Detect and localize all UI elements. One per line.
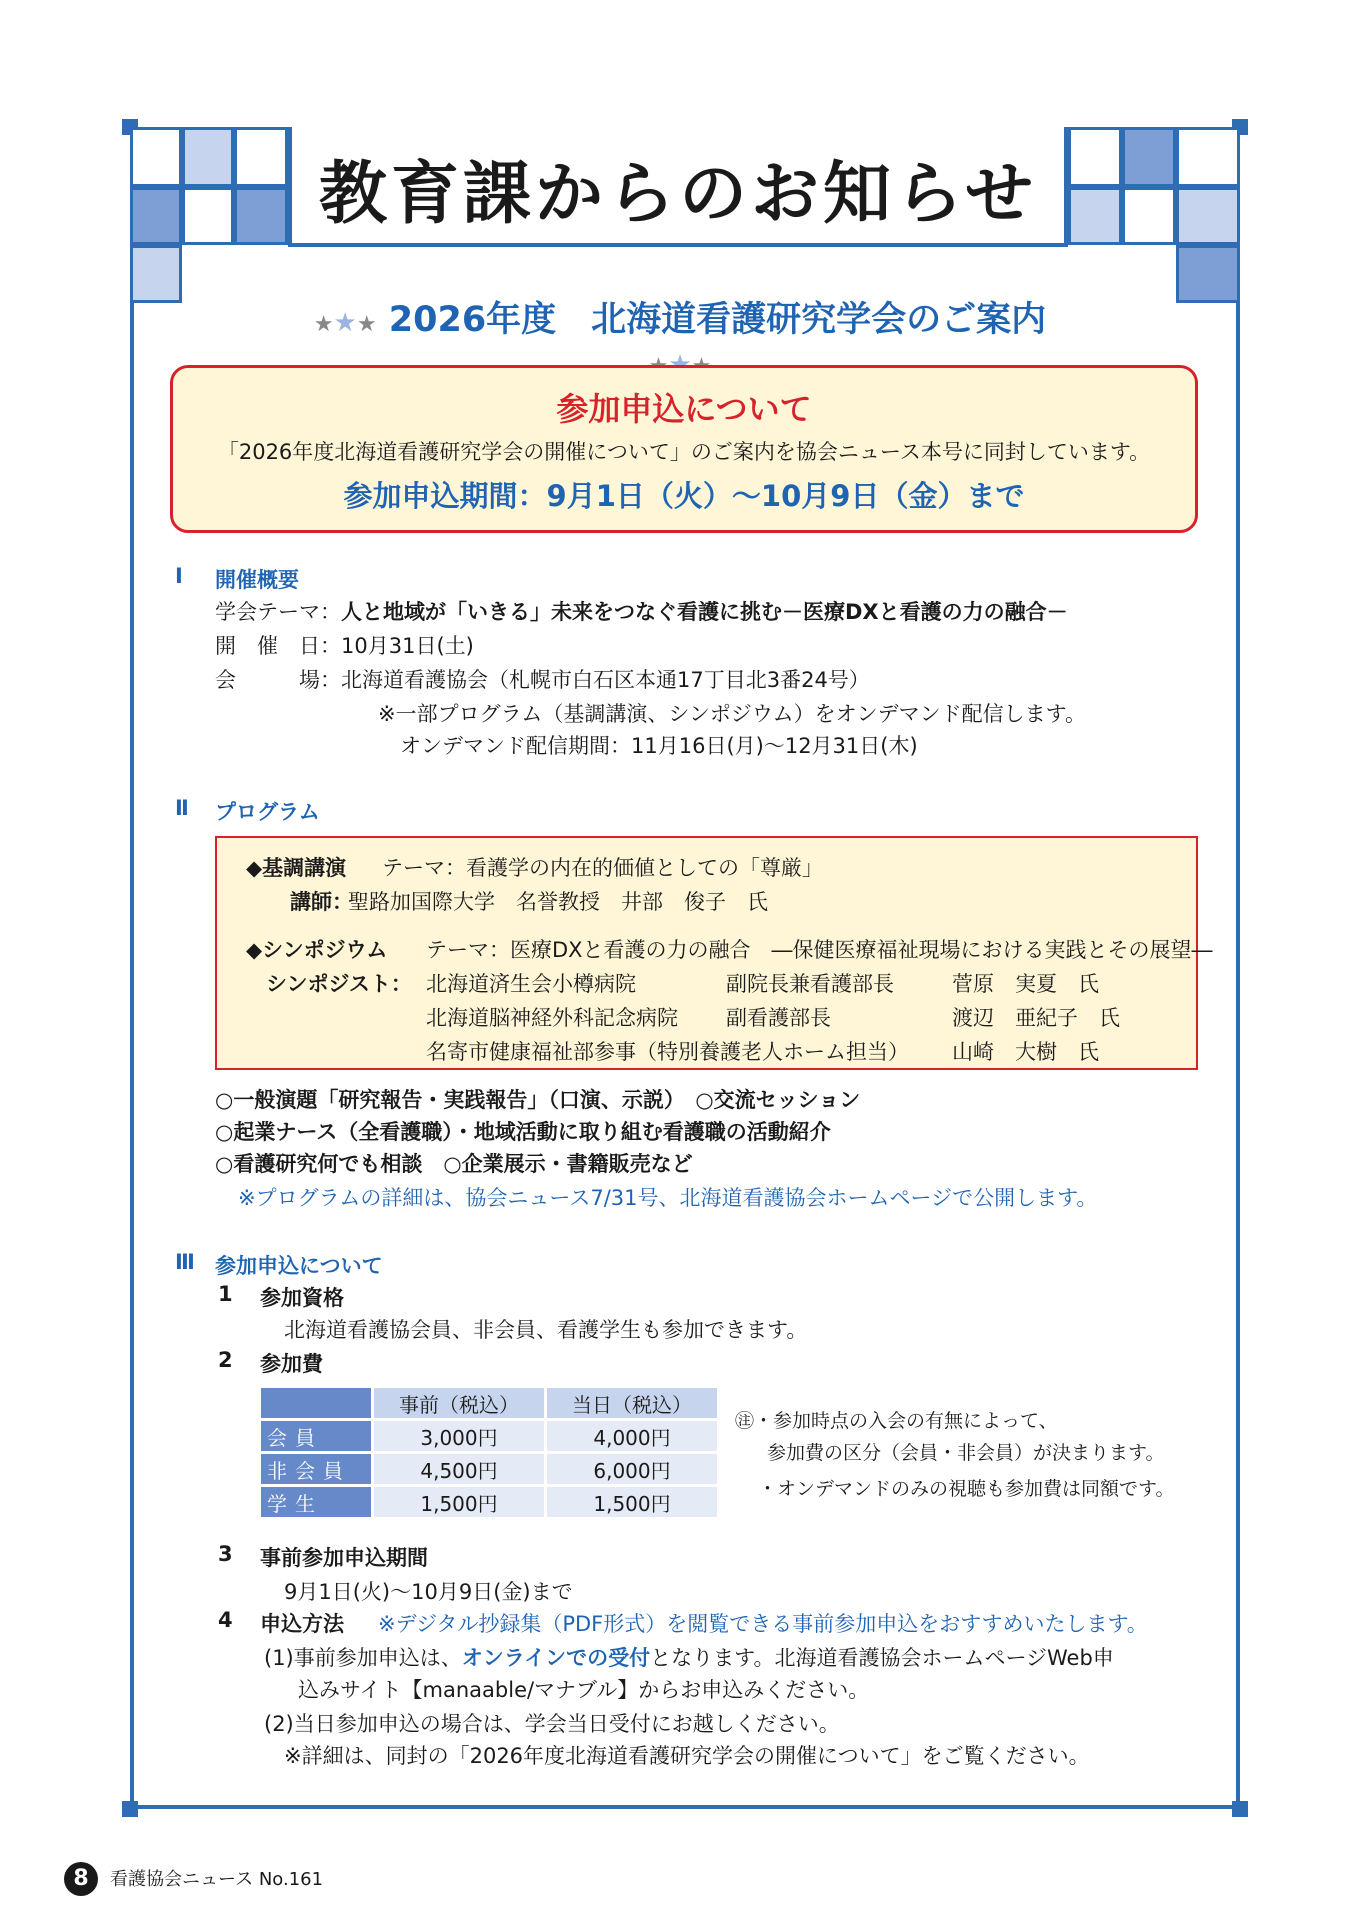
- date-label: 開 催 日：: [215, 634, 341, 658]
- fee-note: 参加費の区分（会員・非会員）が決まります。: [767, 1442, 1165, 1464]
- sub4-num: 4: [218, 1608, 233, 1632]
- keynote-speaker-label: 講師：: [290, 890, 353, 914]
- date-value: 10月31日(土): [341, 634, 474, 658]
- symposist-org: 北海道脳神経外科記念病院: [426, 1006, 678, 1030]
- subtitle-text: 2026年度 北海道看護研究学会のご案内: [388, 300, 1047, 340]
- frame-corner: [122, 1801, 138, 1817]
- deco-square: [234, 127, 288, 187]
- program-item: ○一般演題「研究報告・実践報告」（口演、示説） ○交流セッション: [215, 1088, 861, 1112]
- publication-name: 看護協会ニュース No.161: [110, 1869, 324, 1890]
- section1-heading: 開催概要: [215, 568, 299, 592]
- deco-square: [1068, 187, 1122, 245]
- sub1-num: 1: [218, 1282, 233, 1306]
- fee-row: [261, 1454, 717, 1484]
- section2-num: Ⅱ: [175, 796, 189, 820]
- venue-value: 北海道看護協会（札幌市白石区本通17丁目北3番24号）: [341, 668, 870, 692]
- fee-row: [261, 1487, 717, 1517]
- stars-left-icon: ★★★: [313, 308, 377, 338]
- fee-row-label: 学生: [261, 1487, 371, 1517]
- fee-pre: 3,000円: [374, 1421, 544, 1451]
- keynote-theme: テーマ：看護学の内在的価値としての「尊厳」: [382, 856, 823, 880]
- method-1-post: となります。北海道看護協会ホームページWeb申: [650, 1646, 1114, 1670]
- fee-pre: 1,500円: [374, 1487, 544, 1517]
- symposist-name: 渡辺 亜紀子 氏: [952, 1006, 1120, 1030]
- fee-day: 1,500円: [547, 1487, 717, 1517]
- fee-pre: 4,500円: [374, 1454, 544, 1484]
- deco-square: [1122, 127, 1176, 187]
- section3-heading: 参加申込について: [215, 1254, 383, 1278]
- method-1-line2: 込みサイト【manaable/マナブル】からお申込みください。: [298, 1678, 870, 1702]
- fee-col-header: 当日（税込）: [547, 1388, 717, 1418]
- fee-table: [258, 1385, 720, 1520]
- symposist-name: 山崎 大樹 氏: [952, 1040, 1099, 1064]
- symposium-theme: テーマ：医療DXと看護の力の融合 ―保健医療福祉現場における実践とその展望―: [426, 938, 1213, 962]
- page-title: 教育課からのお知らせ: [319, 155, 1037, 234]
- deco-square: [234, 187, 288, 245]
- deco-square: [1176, 187, 1240, 245]
- keynote-speaker: 聖路加国際大学 名誉教授 井部 俊子 氏: [348, 890, 768, 914]
- section2-heading: プログラム: [215, 800, 320, 824]
- ondemand-note: ※一部プログラム（基調講演、シンポジウム）をオンデマンド配信します。: [378, 702, 1086, 726]
- program-note: ※プログラムの詳細は、協会ニュース7/31号、北海道看護協会ホームページで公開します。: [238, 1186, 1098, 1210]
- fee-note: ㊟・参加時点の入会の有無によって、: [735, 1410, 1058, 1432]
- date-row: [215, 630, 474, 660]
- symposium-label: ◆シンポジウム: [246, 938, 388, 962]
- fee-corner: [261, 1388, 371, 1418]
- theme-label: 学会テーマ：: [215, 600, 341, 624]
- symposist-role: 副院長兼看護部長: [726, 972, 894, 996]
- notice-period: 参加申込期間：9月1日（火）～10月9日（金）まで: [343, 479, 1025, 513]
- symposist-org: 北海道済生会小樽病院: [426, 972, 636, 996]
- sub4-title: 申込方法: [260, 1612, 344, 1636]
- symposist-name: 菅原 実夏 氏: [952, 972, 1099, 996]
- sub2-num: 2: [218, 1348, 233, 1372]
- page-number: 8: [64, 1862, 98, 1896]
- fee-note: ・オンデマンドのみの視聴も参加費は同額です。: [758, 1478, 1175, 1500]
- deco-square: [182, 187, 234, 245]
- section3-num: Ⅲ: [175, 1250, 195, 1274]
- method-3: ※詳細は、同封の「2026年度北海道看護研究学会の開催について」をご覧ください。: [284, 1744, 1090, 1768]
- deco-square: [182, 127, 234, 187]
- deco-square: [130, 245, 182, 303]
- notice-heading: 参加申込について: [556, 390, 812, 428]
- deco-square: [1176, 127, 1240, 187]
- method-1-emphasis: オンラインでの受付: [461, 1646, 651, 1670]
- venue-label: 会 場：: [215, 668, 341, 692]
- symposist-org: 名寄市健康福祉部参事（特別養護老人ホーム担当）: [426, 1040, 909, 1064]
- fee-day: 6,000円: [547, 1454, 717, 1484]
- fee-row-label: 会員: [261, 1421, 371, 1451]
- frame-corner: [1232, 1801, 1248, 1817]
- ondemand-period: オンデマンド配信期間：11月16日(月)～12月31日(木): [400, 734, 918, 758]
- symposist-role: 副看護部長: [726, 1006, 831, 1030]
- deco-square: [130, 127, 182, 187]
- theme-value: 人と地域が「いきる」未来をつなぐ看護に挑む－医療DXと看護の力の融合－: [341, 600, 1068, 624]
- sub2-title: 参加費: [260, 1352, 323, 1376]
- program-item: ○看護研究何でも相談 ○企業展示・書籍販売など: [215, 1152, 693, 1176]
- venue-row: [215, 664, 870, 694]
- deco-square: [1068, 127, 1122, 187]
- fee-row-label: 非会員: [261, 1454, 371, 1484]
- deco-square: [1176, 245, 1240, 303]
- method-2: (2)当日参加申込の場合は、学会当日受付にお越しください。: [264, 1712, 840, 1736]
- method-1-pre: (1)事前参加申込は、: [264, 1646, 462, 1670]
- keynote-label: ◆基調講演: [246, 856, 347, 880]
- fee-day: 4,000円: [547, 1421, 717, 1451]
- sub4-note: ※デジタル抄録集（PDF形式）を閲覧できる事前参加申込をおすすめいたします。: [378, 1612, 1148, 1636]
- symposists-label: シンポジスト：: [266, 972, 412, 996]
- sub3-title: 事前参加申込期間: [260, 1546, 428, 1570]
- fee-col-header: 事前（税込）: [374, 1388, 544, 1418]
- theme-row: [215, 596, 1068, 626]
- deco-square: [1122, 187, 1176, 245]
- fee-row: [261, 1421, 717, 1451]
- section1-num: Ⅰ: [175, 564, 183, 588]
- notice-body: 「2026年度北海道看護研究学会の開催について」のご案内を協会ニュース本号に同封しています。: [217, 440, 1151, 464]
- fee-header-row: [261, 1388, 717, 1418]
- program-item: ○起業ナース（全看護職）・地域活動に取り組む看護職の活動紹介: [215, 1120, 831, 1144]
- sub3-body: 9月1日(火)～10月9日(金)まで: [284, 1580, 573, 1604]
- sub1-body: 北海道看護協会員、非会員、看護学生も参加できます。: [284, 1318, 808, 1342]
- deco-square: [130, 187, 182, 245]
- sub3-num: 3: [218, 1542, 233, 1566]
- sub1-title: 参加資格: [260, 1286, 344, 1310]
- method-1: [264, 1642, 1114, 1672]
